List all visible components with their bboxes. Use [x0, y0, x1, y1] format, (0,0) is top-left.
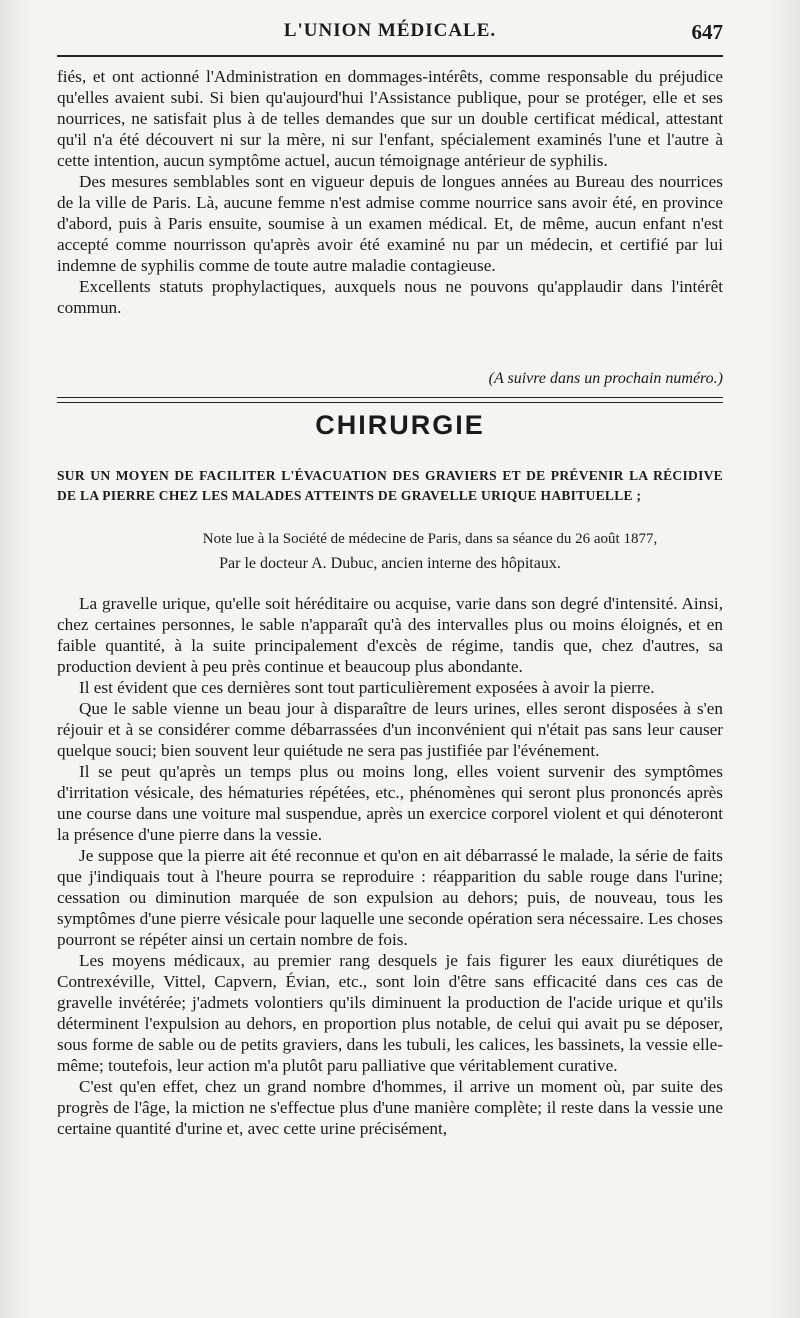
page-number: 647 [691, 20, 723, 44]
paragraph: La gravelle urique, qu'elle soit héréditaire ou acquise, varie dans son degré d'intensité. Ainsi, chez certaines personnes, le sable n'apparaît qu'à des intervalles plus ou moins éloignés, et en faible quantité, à la suite principalement d'excès de régime, tandis que, chez d'autres, sa production devient à peu près continue et beaucoup plus abondante. [57, 594, 723, 676]
section-heading [0, 410, 800, 441]
running-head [57, 18, 723, 48]
to-be-continued-note: (A suivre dans un prochain numéro.) [488, 370, 723, 387]
paragraph: Il se peut qu'après un temps plus ou moins long, elles voient survenir des symptômes d'irritation vésicale, des hématuries répétées, etc., phénomènes qui seront plus prononcés après une course dans une voiture mal suspendue, après un exercice corporel violent et qui dénoteront la présence d'une pierre dans la vessie. [57, 762, 723, 844]
paragraph: Je suppose que la pierre ait été reconnue et qu'on en ait débarrassé le malade, la série de faits que j'indiquais tout à l'heure pourra se reproduire : réapparition du sable rouge dans l'urine; cessation ou diminution marquée de son expulsion au dehors; puis, de nouveau, tous les symptômes d'une pierre vésicale pour laquelle une seconde opération sera nécessaire. Les choses pourront se répéter ainsi un certain nombre de fois. [57, 846, 723, 949]
article-body [57, 593, 723, 1139]
paragraph: Les moyens médicaux, au premier rang desquels je fais figurer les eaux diurétiques de Contrexéville, Vittel, Capvern, Évian, etc., sont loin d'être sans efficacité dans ces cas de gravelle invétérée; j'admets volontiers qu'ils diminuent la production de l'acide urique et qu'ils déterminent l'expulsion au dehors, en proportion plus notable, de celui qui avait pu se déposer, sous forme de sable ou de petits graviers, dans les tubuli, les calices, les bassinets, la vessie elle-même; toutefois, leur action m'a plutôt paru palliative que véritablement curative. [57, 951, 723, 1075]
running-title: L'UNION MÉDICALE. [283, 20, 497, 41]
paragraph: Excellents statuts prophylactiques, auxquels nous ne pouvons qu'applaudir dans l'intérêt commun. [57, 277, 723, 317]
continuation-text [57, 66, 723, 318]
article-note: Note lue à la Société de médecine de Paris, dans sa séance du 26 août 1877, [202, 531, 658, 547]
section-rule-top [57, 397, 723, 398]
paragraph: fiés, et ont actionné l'Administration en dommages-intérêts, comme responsable du préjudice qu'elles avaient subi. Si bien qu'aujourd'hui l'Assistance publique, pour se protéger, elle et ses nourrices, ne satisfait plus à de telles demandes que sur un double certificat médical, attestant qu'il n'a été découvert ni sur la mère, ni sur l'enfant, spécialement examinés l'une et l'autre à cette intention, aucun symptôme actuel, aucun témoignage antérieur de syphilis. [57, 67, 723, 170]
paragraph: Des mesures semblables sont en vigueur depuis de longues années au Bureau des nourrices de la ville de Paris. Là, aucune femme n'est admise comme nourrice sans avoir été, en province d'abord, puis à Paris ensuite, soumise à un examen médical. Et, de même, aucun enfant n'est accepté comme nourrisson qu'après avoir été examiné nu par un médecin, et certifié par lui indemne de syphilis comme de toute autre maladie contagieuse. [57, 172, 723, 275]
paragraph: Il est évident que ces dernières sont tout particulièrement exposées à avoir la pierre. [79, 678, 655, 697]
paragraph: Que le sable vienne un beau jour à disparaître de leurs urines, elles seront disposées à s'en réjouir et à se considérer comme débarrassées d'un inconvénient qui n'était pas sans leur causer quelque souci; bien souvent leur quiétude ne sera pas justifiée par l'événement. [57, 699, 723, 760]
section-heading-label: CHIRURGIE [305, 410, 495, 441]
article-title: SUR UN MOYEN DE FACILITER L'ÉVACUATION DES GRAVIERS ET DE PRÉVENIR LA RÉCIDIVE DE LA PIERRE CHEZ LES MALADES ATTEINTS DE GRAVELLE URIQUE HABITUELLE ; [57, 468, 723, 503]
article-author: Par le docteur A. Dubuc, ancien interne des hôpitaux. [219, 555, 561, 572]
header-rule [57, 55, 723, 57]
paragraph: C'est qu'en effet, chez un grand nombre d'hommes, il arrive un moment où, par suite des progrès de l'âge, la miction ne s'effectue plus d'une manière complète; il reste dans la vessie une certaine quantité d'urine et, avec cette urine précisément, [57, 1077, 723, 1138]
section-rule-bottom [57, 402, 723, 403]
